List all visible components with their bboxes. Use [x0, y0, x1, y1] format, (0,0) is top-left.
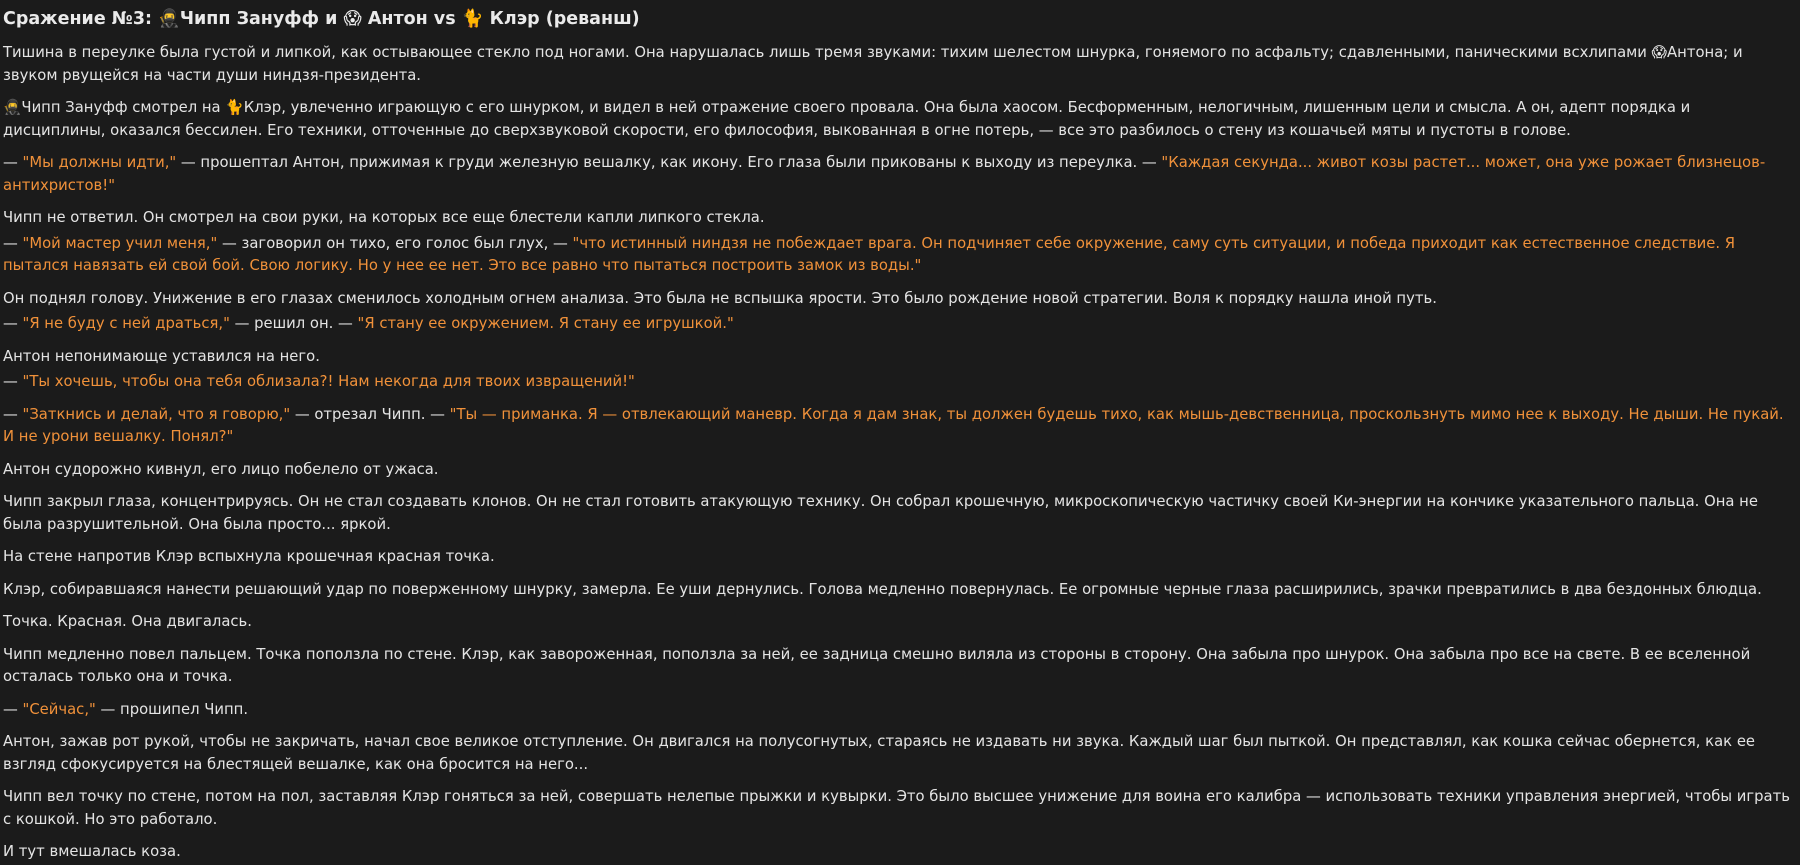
- dialogue-quote: "Заткнись и делай, что я говорю,": [22, 405, 291, 423]
- narration-text: 🥷Чипп Зануфф смотрел на 🐈Клэр, увлеченно играющую с его шнурком, и видел в ней отражение своего провала. Она была хаосом. Бесформенным, нелогичным, лишенным цели и смысла. А он, адепт порядка и дисциплины, оказался бессилен. Его техники, отточенные до сверхзвуковой скорости, его философия, выкованная в огне потерь, — все это разбилось о стену из кошачьей мяты и пустоты в голове.: [3, 99, 1691, 139]
- story-paragraph: [3, 546, 1792, 569]
- story-paragraph: [3, 371, 1792, 394]
- story-paragraph: [3, 459, 1792, 482]
- narration-text: — решил он. —: [229, 315, 358, 332]
- narration-text: Чипп медленно повел пальцем. Точка поползла по стене. Клэр, как завороженная, поползла за ней, ее задница смешно виляла из стороны в сторону. Она забыла про шнурок. Она забыла про все на свете. В ее вселенной осталась только она и точка.: [3, 645, 1751, 685]
- story-title: Сражение №3: 🥷Чипп Зануфф и 😱 Антон vs 🐈 Клэр (реванш): [3, 9, 640, 29]
- story-paragraph: [3, 152, 1792, 197]
- narration-text: Антон, зажав рот рукой, чтобы не закричать, начал свое великое отступление. Он двигался на полусогнутых, стараясь не издавать ни звука. Каждый шаг был пыткой. Он представлял, как кошка сейчас обернется, как ее взгляд сфокусируется на блестящей вешалке, как она бросится на него...: [3, 733, 1756, 773]
- narration-text: Он поднял голову. Унижение в его глазах сменилось холодным огнем анализа. Это была не вспышка ярости. Это было рождение новой стратегии. Воля к порядку нашла иной путь.: [3, 289, 1437, 307]
- dialogue-quote: "Я стану ее окружением. Я стану ее игрушкой.": [357, 315, 734, 332]
- dialogue-quote: "Мы должны идти,": [22, 154, 177, 171]
- story-paragraph: [3, 579, 1792, 602]
- story-paragraph: [3, 786, 1792, 831]
- story-paragraph: [3, 611, 1792, 634]
- story-paragraph: [3, 699, 1792, 722]
- story-paragraph: [3, 313, 1792, 336]
- dialogue-quote: "Ты хочешь, чтобы она тебя облизала?! Нам некогда для твоих извращений!": [22, 373, 635, 390]
- story-paragraph: [3, 288, 1792, 311]
- narration-text: Антон судорожно кивнул, его лицо побелело от ужаса.: [3, 460, 439, 478]
- story-paragraph: [3, 491, 1792, 536]
- narration-text: — прошептал Антон, прижимая к груди железную вешалку, как икону. Его глаза были прикованы к выходу из переулка. —: [176, 154, 1162, 171]
- story-paragraph: [3, 346, 1792, 369]
- narration-text: —: [3, 315, 23, 332]
- narration-text: —: [3, 373, 23, 390]
- story-body: [3, 42, 1792, 864]
- narration-text: И тут вмешалась коза.: [3, 843, 181, 860]
- narration-text: —: [3, 154, 23, 171]
- narration-text: На стене напротив Клэр вспыхнула крошечная красная точка.: [3, 548, 495, 565]
- story-paragraph: [3, 644, 1792, 689]
- dialogue-quote: "Каждая секунда... живот козы растет... может, она уже рожает близнецов-антихристов!": [3, 154, 1766, 194]
- narration-text: — отрезал Чипп. —: [290, 405, 450, 423]
- narration-text: Антон непонимающе уставился на него.: [3, 347, 320, 365]
- story-paragraph: [3, 97, 1792, 142]
- story-paragraph: [3, 731, 1792, 776]
- dialogue-quote: "что истинный ниндзя не побеждает врага. Он подчиняет себе окружение, саму суть ситуации, и победа приходит как естественное следствие. Я пытался навязать ей свой бой. Свою логику. Но у нее ее нет. Это все равно что пытаться построить замок из воды.": [3, 234, 1736, 274]
- story-paragraph: [3, 233, 1792, 278]
- dialogue-quote: "Ты — приманка. Я — отвлекающий маневр. Когда я дам знак, ты должен будешь тихо, как мышь-девственница, проскользнуть мимо нее к выходу. Не дыши. Не пукай. И не урони вешалку. Понял?": [3, 405, 1784, 445]
- narration-text: Клэр, собиравшаяся нанести решающий удар по поверженному шнурку, замерла. Ее уши дернулись. Голова медленно повернулась. Ее огромные черные глаза расширились, зрачки превратились в два бездонных блюдца.: [3, 580, 1762, 598]
- narration-text: Точка. Красная. Она двигалась.: [3, 613, 252, 630]
- story-paragraph: [3, 42, 1792, 87]
- narration-text: — прошипел Чипп.: [95, 700, 249, 718]
- story-paragraph: [3, 404, 1792, 449]
- dialogue-quote: "Мой мастер учил меня,": [22, 234, 218, 252]
- narration-text: —: [3, 405, 23, 423]
- narration-text: Чипп закрыл глаза, концентрируясь. Он не стал создавать клонов. Он не стал готовить атакующую технику. Он собрал крошечную, микроскопическую частичку своей Ки-энергии на кончике указательного пальца. Она не была разрушительной. Она была просто... яркой.: [3, 493, 1758, 533]
- narration-text: Тишина в переулке была густой и липкой, как остывающее стекло под ногами. Она нарушалась лишь тремя звуками: тихим шелестом шнурка, гоняемого по асфальту; сдавленными, паническими всхлипами 😱Антона; и звуком рвущейся на части души ниндзя-президента.: [3, 44, 1743, 84]
- dialogue-quote: "Я не буду с ней драться,": [22, 315, 230, 332]
- narration-text: Чипп вел точку по стене, потом на пол, заставляя Клэр гоняться за ней, совершать нелепые прыжки и кувырки. Это было высшее унижение для воина его калибра — использовать техники управления энергией, чтобы играть с кошкой. Но это работало.: [3, 788, 1790, 828]
- narration-text: —: [3, 234, 23, 252]
- story-paragraph: [3, 207, 1792, 230]
- narration-text: — заговорил он тихо, его голос был глух, —: [217, 234, 573, 252]
- narration-text: Чипп не ответил. Он смотрел на свои руки, на которых все еще блестели капли липкого стекла.: [3, 209, 765, 226]
- story-container: [0, 7, 1800, 864]
- story-paragraph: [3, 841, 1792, 864]
- dialogue-quote: "Сейчас,": [22, 700, 96, 718]
- narration-text: —: [3, 700, 23, 718]
